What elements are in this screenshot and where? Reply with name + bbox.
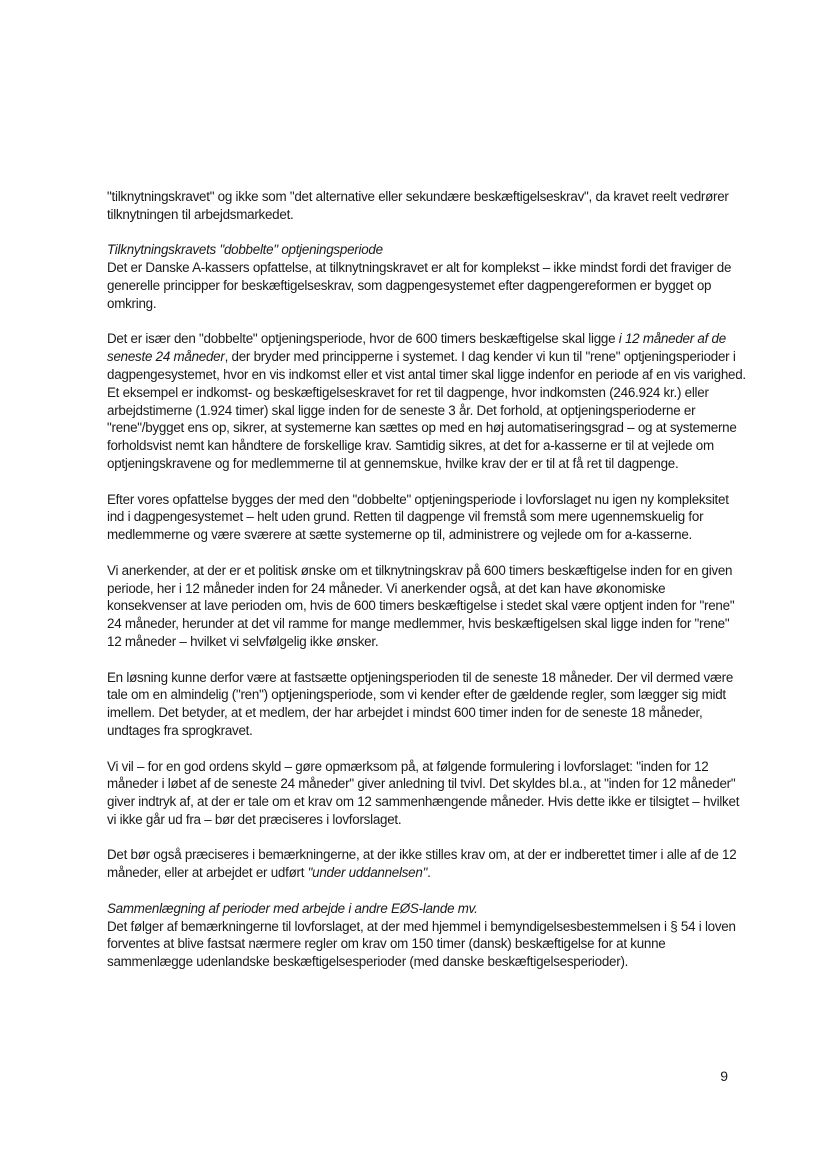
paragraph-8-emphasis: "under uddannelsen" [307, 865, 428, 881]
paragraph-3 [107, 330, 747, 472]
paragraph-7: Vi vil – for en god ordens skyld – gøre opmærksom på, at følgende formulering i lovforslaget: "inden for 12 måneder i løbet af de seneste 24 måneder" giver anledning til tvivl. Det skyldes bl.a., at "inden for 12 måneder" giver indtryk af, at der er tale om et krav om 12 sammenhængende måneder. Hvis dette ikke er tilsigtet – hvilket vi ikke går ud fra – bør det præciseres i lovforslaget. [107, 758, 740, 827]
paragraph-2: Det er Danske A-kassers opfattelse, at tilknytningskravet er alt for komplekst – ikke mindst fordi det fraviger de generelle principper for beskæftigelseskrav, som dagpengesystemet efter dagpengereformen er bygget op omkring. [107, 260, 732, 311]
section-heading-tilknytning: Tilknytningskravets "dobbelte" optjeningsperiode [107, 242, 383, 258]
paragraph-4: Efter vores opfattelse bygges der med den "dobbelte" optjeningsperiode i lovforslaget nu igen ny kompleksitet ind i dagpengesystemet – helt uden grund. Retten til dagpenge vil fremstå som mere ugennemskuelig for medlemmerne og være sværere at sætte systemerne op til, administrere og vejlede om for a-kasserne. [107, 491, 729, 543]
paragraph-3-emphasis: i 12 måneder af de seneste 24 måneder [107, 331, 726, 365]
paragraph-3-text-a: Det er især den "dobbelte" optjeningsperiode, hvor de 600 timers beskæftigelse skal ligge [107, 331, 619, 347]
paragraph-8 [107, 846, 747, 882]
section-sammenlaegning [107, 900, 747, 971]
paragraph-5: Vi anerkender, at der er et politisk ønske om et tilknytningskrav på 600 timers beskæftigelse inden for en given periode, her i 12 måneder inden for 24 måneder. Vi anerkender også, at det kan have økonomiske konsekvenser at lave perioden om, hvis de 600 timers beskæftigelse i stedet skal være optjent inden for "rene" 24 måneder, herunder at det vil ramme for mange medlemmer, hvis beskæftigelsen skal ligge inden for "rene" 12 måneder – hvilket vi selvfølgelig ikke ønsker. [107, 562, 735, 649]
section-heading-sammenlaegning: Sammenlægning af perioder med arbejde i andre EØS-lande mv. [107, 900, 478, 916]
paragraph-8-text-b: . [427, 865, 431, 881]
section-tilknytning [107, 241, 747, 312]
paragraph-9: Det følger af bemærkningerne til lovforslaget, at der med hjemmel i bemyndigelsesbestemmelsen i § 54 i loven forventes at blive fastsat nærmere regler om krav om 150 timer (dansk) beskæftigelse for at kunne sammenlægge udenlandske beskæftigelsesperioder (med danske beskæftigelsesperioder). [107, 918, 736, 970]
paragraph-8-text-a: Det bør også præciseres i bemærkningerne, at der ikke stilles krav om, at der er indberettet timer i alle af de 12 måneder, eller at arbejdet er udført [107, 847, 737, 881]
paragraph-6: En løsning kunne derfor være at fastsætte optjeningsperioden til de seneste 18 måneder. Der vil dermed være tale om en almindelig ("ren") optjeningsperiode, som vi kender efter de gældende regler, som lægger sig midt imellem. Det betyder, at et medlem, der har arbejdet i mindst 600 timer inden for de seneste 18 måneder, undtages fra sprogkravet. [107, 669, 734, 738]
paragraph-3-text-b: , der bryder med principperne i systemet. I dag kender vi kun til "rene" optjeningsperioder i dagpengesystemet, hvor en vis indkomst eller et vist antal timer skal ligge indenfor en periode af en vis varighed. Et eksempel er indkomst- og beskæftigelseskravet for ret til dagpenge, hvor indkomsten (246.924 kr.) eller arbejdstimerne (1.924 timer) skal ligge inden for de seneste 3 år. Det forhold, at optjeningsperioderne er "rene"/bygget ens op, sikrer, at systemerne kan sættes op med en høj automatiseringsgrad – og at systemerne forholdsvist nemt kan håndtere de forskellige krav. Samtidig sikres, at det for a-kasserne er til at vejlede om optjeningskravene og for medlemmerne til at gennemskue, hvilke krav der er til at få ret til dagpenge. [107, 349, 746, 471]
document-body [107, 188, 747, 989]
paragraph-1: "tilknytningskravet" og ikke som "det alternative eller sekundære beskæftigelseskrav", da kravet reelt vedrører tilknytningen til arbejdsmarkedet. [107, 189, 729, 222]
page-number: 9 [720, 1068, 728, 1084]
